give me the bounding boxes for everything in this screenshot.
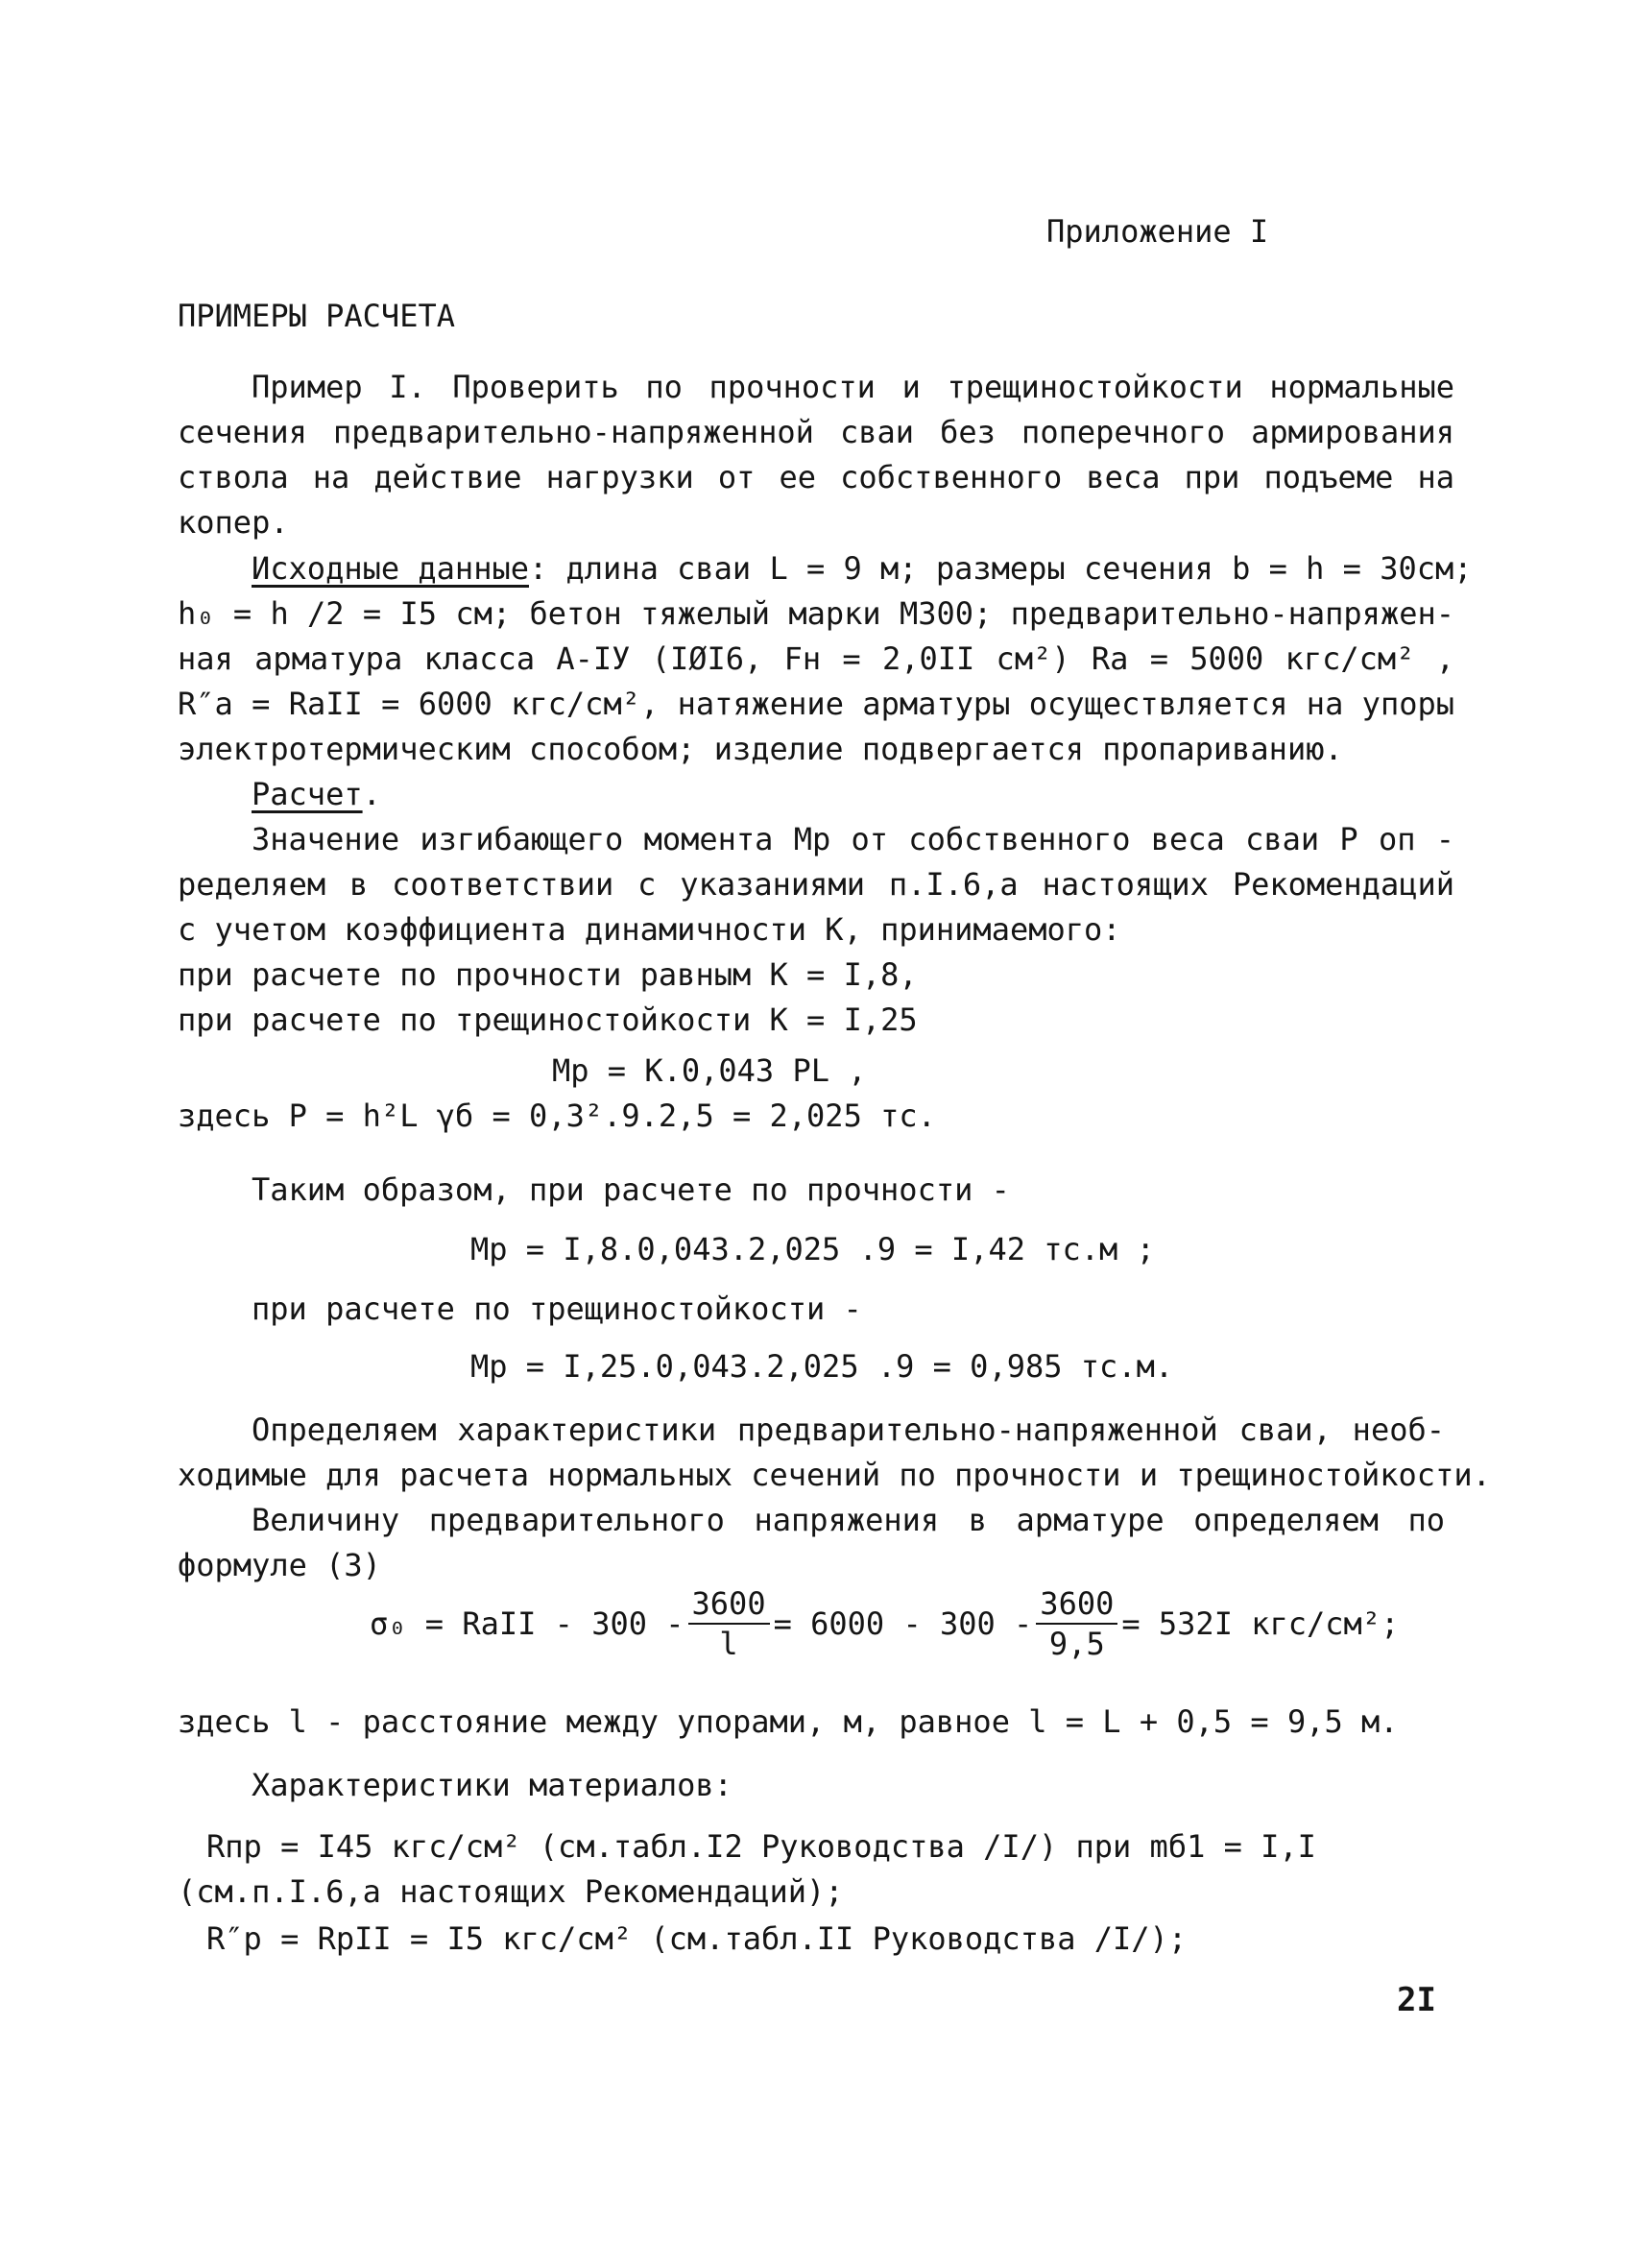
calc-line-5: при расчете по трещиностойкости К = I,25 xyxy=(178,1001,918,1038)
initial-data-line-2: h₀ = h /2 = I5 см; бетон тяжелый марки М300; предварительно-напряжен- xyxy=(178,595,1454,632)
initial-data-line-5: электротермическим способом; изделие подвергается пропариванию. xyxy=(178,731,1343,767)
initial-data-line-1: Исходные данные: длина сваи L = 9 м; размеры сечения b = h = 30см; xyxy=(252,550,1473,587)
prestress-right: = 532I кгс/см²; xyxy=(1121,1605,1400,1642)
prestress-middle: = 6000 - 300 - xyxy=(773,1605,1033,1642)
calc-line-prestress-1: Величину предварительного напряжения в арматуре определяем по xyxy=(252,1502,1445,1538)
formula-moment-strength: Mр = I,8.0,043.2,025 .9 = I,42 тс.м ; xyxy=(470,1231,1155,1267)
calc-line-distance: здесь l - расстояние между упорами, м, равное l = L + 0,5 = 9,5 м. xyxy=(178,1703,1399,1740)
calc-line-characteristics-2: ходимые для расчета нормальных сечений по прочности и трещиностойкости. xyxy=(178,1457,1491,1493)
calculation-label: Расчет. xyxy=(252,776,381,812)
calc-line-1: Значение изгибающего момента Mр от собственного веса сваи Р оп - xyxy=(252,821,1454,857)
fraction-3600-over-9-5: $\frac{3600}{9,5}$ xyxy=(1036,1584,1117,1663)
calc-line-crack: при расчете по трещиностойкости - xyxy=(252,1291,862,1327)
prestress-left: σ₀ = RаII - 300 - xyxy=(370,1605,684,1642)
fraction-3600-over-l: $\frac{3600}{l}$ xyxy=(688,1584,770,1663)
formula-weight: здесь P = h²L γб = 0,3².9.2,5 = 2,025 тс. xyxy=(178,1098,936,1134)
calc-line-prestress-2: формуле (3) xyxy=(178,1547,381,1583)
example-line-3: ствола на действие нагрузки от ее собственного веса при подъеме на xyxy=(178,459,1454,495)
material-rp: R″р = RрII = I5 кгс/см² (см.табл.II Руководства /I/); xyxy=(206,1920,1188,1957)
example-line-4: копер. xyxy=(178,504,289,541)
initial-data-label: Исходные данные xyxy=(252,550,529,587)
page-number: 2I xyxy=(1397,1981,1436,2019)
calc-line-characteristics-1: Определяем характеристики предварительно-напряженной сваи, необ- xyxy=(252,1411,1445,1448)
calc-line-4: при расчете по прочности равным К = I,8, xyxy=(178,956,918,993)
material-rpr-note: (см.п.I.6,а настоящих Рекомендаций); xyxy=(178,1873,844,1910)
section-heading: ПРИМЕРЫ РАСЧЕТА xyxy=(178,298,455,334)
appendix-label: Приложение I xyxy=(1046,213,1269,250)
calc-line-3: с учетом коэффициента динамичности К, принимаемого: xyxy=(178,911,1121,948)
initial-data-line-3: ная арматура класса А-IУ (IØI6, Fн = 2,0II см²) Rа = 5000 кгс/см² , xyxy=(178,640,1454,677)
material-rpr: Rпр = I45 кгс/см² (см.табл.I2 Руководства /I/) при mб1 = I,I xyxy=(206,1828,1316,1865)
formula-moment: Mр = К.0,043 PL , xyxy=(552,1052,867,1089)
calc-line-2: ределяем в соответствии с указаниями п.I.6,а настоящих Рекомендаций xyxy=(178,866,1454,903)
initial-data-line-4: R″а = RаII = 6000 кгс/см², натяжение арматуры осуществляется на упоры xyxy=(178,686,1454,722)
calc-line-strength: Таким образом, при расчете по прочности - xyxy=(252,1171,1010,1208)
example-line-1: Пример I. Проверить по прочности и трещиностойкости нормальные xyxy=(252,369,1454,405)
formula-moment-crack: Mр = I,25.0,043.2,025 .9 = 0,985 тс.м. xyxy=(470,1348,1174,1385)
formula-prestress xyxy=(370,1584,1399,1663)
materials-heading: Характеристики материалов: xyxy=(252,1767,732,1803)
example-line-2: сечения предварительно-напряженной сваи без поперечного армирования xyxy=(178,414,1454,450)
